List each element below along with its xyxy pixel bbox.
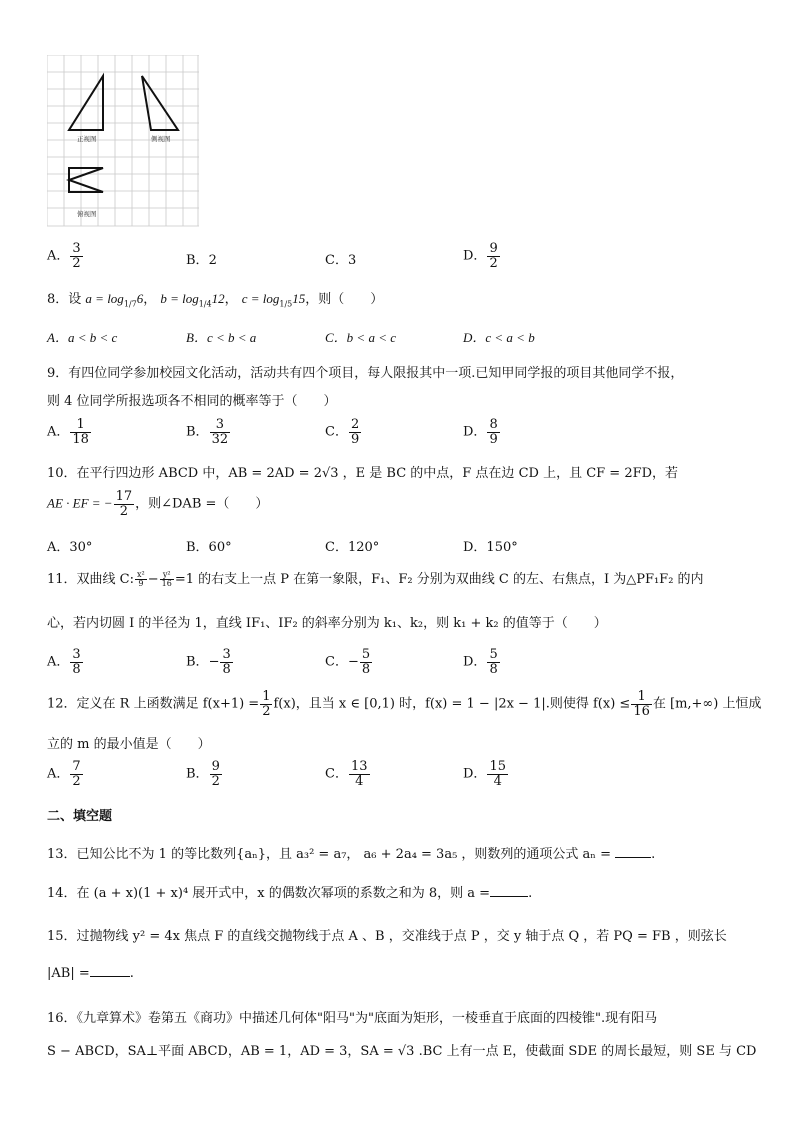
q7-option-a: A． $\frac{3}{2}$ (47, 241, 81, 271)
q9-option-a: A． $\frac{1}{18}$ (47, 417, 89, 447)
q11-option-a: A． $\frac{3}{8}$ (47, 647, 81, 677)
grid (47, 55, 199, 226)
q9-option-b: B． $\frac{3}{32}$ (186, 417, 229, 447)
top-view-label: 俯视图 (77, 210, 97, 218)
q12-option-d: D． $\frac{15}{4}$ (463, 759, 506, 789)
q7-option-b: B．2 (186, 253, 217, 268)
q9-line2: 则 4 位同学所报选项各不相同的概率等于（ ） (47, 394, 337, 409)
q12-option-b: B． $\frac{9}{2}$ (186, 759, 220, 789)
q11-option-b: B．− $\frac{3}{8}$ (186, 647, 231, 677)
q15-line2: |AB| = . (47, 966, 134, 981)
q8-option-a: A．a < b < c (47, 330, 118, 345)
q13: 13．已知公比不为 1 的等比数列{aₙ}，且 a₃² = a₇， a₆ + 2a₄ = 3a₅ ，则数列的通项公式 aₙ = . (47, 847, 656, 862)
q11-line1: 11．双曲线 C: $\frac{\text{x²}}{9}$ − $\frac{\text{y²}}{16}$ =1 的右支上一点 P 在第一象限，F₁、F₂ 分别为双曲线 C 的左、右焦点，I 为△PF₁F₂ 的内 (47, 569, 704, 588)
q12-line1: 12．定义在 R 上函数满足 f(x+1) = $\frac{1}{2}$ f(x)，且当 x ∈ [0,1) 时，f(x) = 1 − |2x − 1|.则使得 f(x) ≤ $\frac{1}{16}$ 在 [m,+∞) 上恒成 (47, 689, 762, 719)
q8-option-c: C．b < a < c (325, 330, 396, 345)
q8-option-b: B．c < b < a (186, 330, 257, 345)
q9-option-d: D． $\frac{8}{9}$ (463, 417, 498, 447)
front-view-label: 正视图 (77, 135, 97, 143)
q10-option-c: C．120° (325, 540, 380, 555)
q11-line2: 心，若内切圆 I 的半径为 1，直线 IF₁、IF₂ 的斜率分别为 k₁、k₂，则 k₁ + k₂ 的值等于（ ） (47, 616, 607, 631)
q10-option-d: D．150° (463, 540, 518, 555)
q7-option-c: C．3 (325, 253, 357, 268)
q10-line2: AE · EF = − $\frac{17}{2}$ ，则∠DAB =（ ） (47, 489, 269, 519)
q9-option-c: C． $\frac{2}{9}$ (325, 417, 360, 447)
side-view-label: 侧视图 (151, 135, 171, 143)
q12-option-c: C． $\frac{13}{4}$ (325, 759, 368, 789)
q9-line1: 9．有四位同学参加校园文化活动，活动共有四个项目，每人限报其中一项.已知甲同学报的项目其他同学不报， (47, 366, 684, 381)
q12-option-a: A． $\frac{7}{2}$ (47, 759, 81, 789)
q8-option-d: D．c < a < b (463, 330, 535, 345)
q11-option-d: D． $\frac{5}{8}$ (463, 647, 498, 677)
three-view-figure (47, 55, 199, 227)
q16-line1: 16．《九章算术》卷第五《商功》中描述几何体"阳马"为"底面为矩形，一棱垂直于底面的四棱锥".现有阳马 (47, 1011, 658, 1026)
q8-stem: 8．设 $a = \log_{1/7}6$， $b = \log_{1/4}12$， $c = \log_{1/5}15$，则（ ） (47, 291, 384, 309)
q12-line2: 立的 m 的最小值是（ ） (47, 737, 211, 752)
q11-option-c: C．− $\frac{5}{8}$ (325, 647, 371, 677)
q7-option-d: D． $\frac{9}{2}$ (463, 241, 498, 271)
q10-option-b: B．60° (186, 540, 232, 555)
q14: 14．在 (a + x)(1 + x)⁴ 展开式中，x 的偶数次幂项的系数之和为 8，则 a = . (47, 886, 533, 901)
q10-option-a: A．30° (47, 540, 93, 555)
q10-line1: 10．在平行四边形 ABCD 中，AB = 2AD = 2√3 ，E 是 BC 的中点，F 点在边 CD 上，且 CF = 2FD，若 (47, 466, 679, 481)
q15-line1: 15．过抛物线 y² = 4x 焦点 F 的直线交抛物线于点 A 、B ，交准线于点 P ，交 y 轴于点 Q ，若 PQ = FB ，则弦长 (47, 929, 727, 944)
section-heading: 二、填空题 (47, 809, 113, 824)
q16-line2: S − ABCD，SA⊥平面 ABCD，AB = 1，AD = 3，SA = √3 .BC 上有一点 E，使截面 SDE 的周长最短，则 SE 与 CD (47, 1044, 757, 1059)
side-view-triangle (142, 76, 178, 130)
